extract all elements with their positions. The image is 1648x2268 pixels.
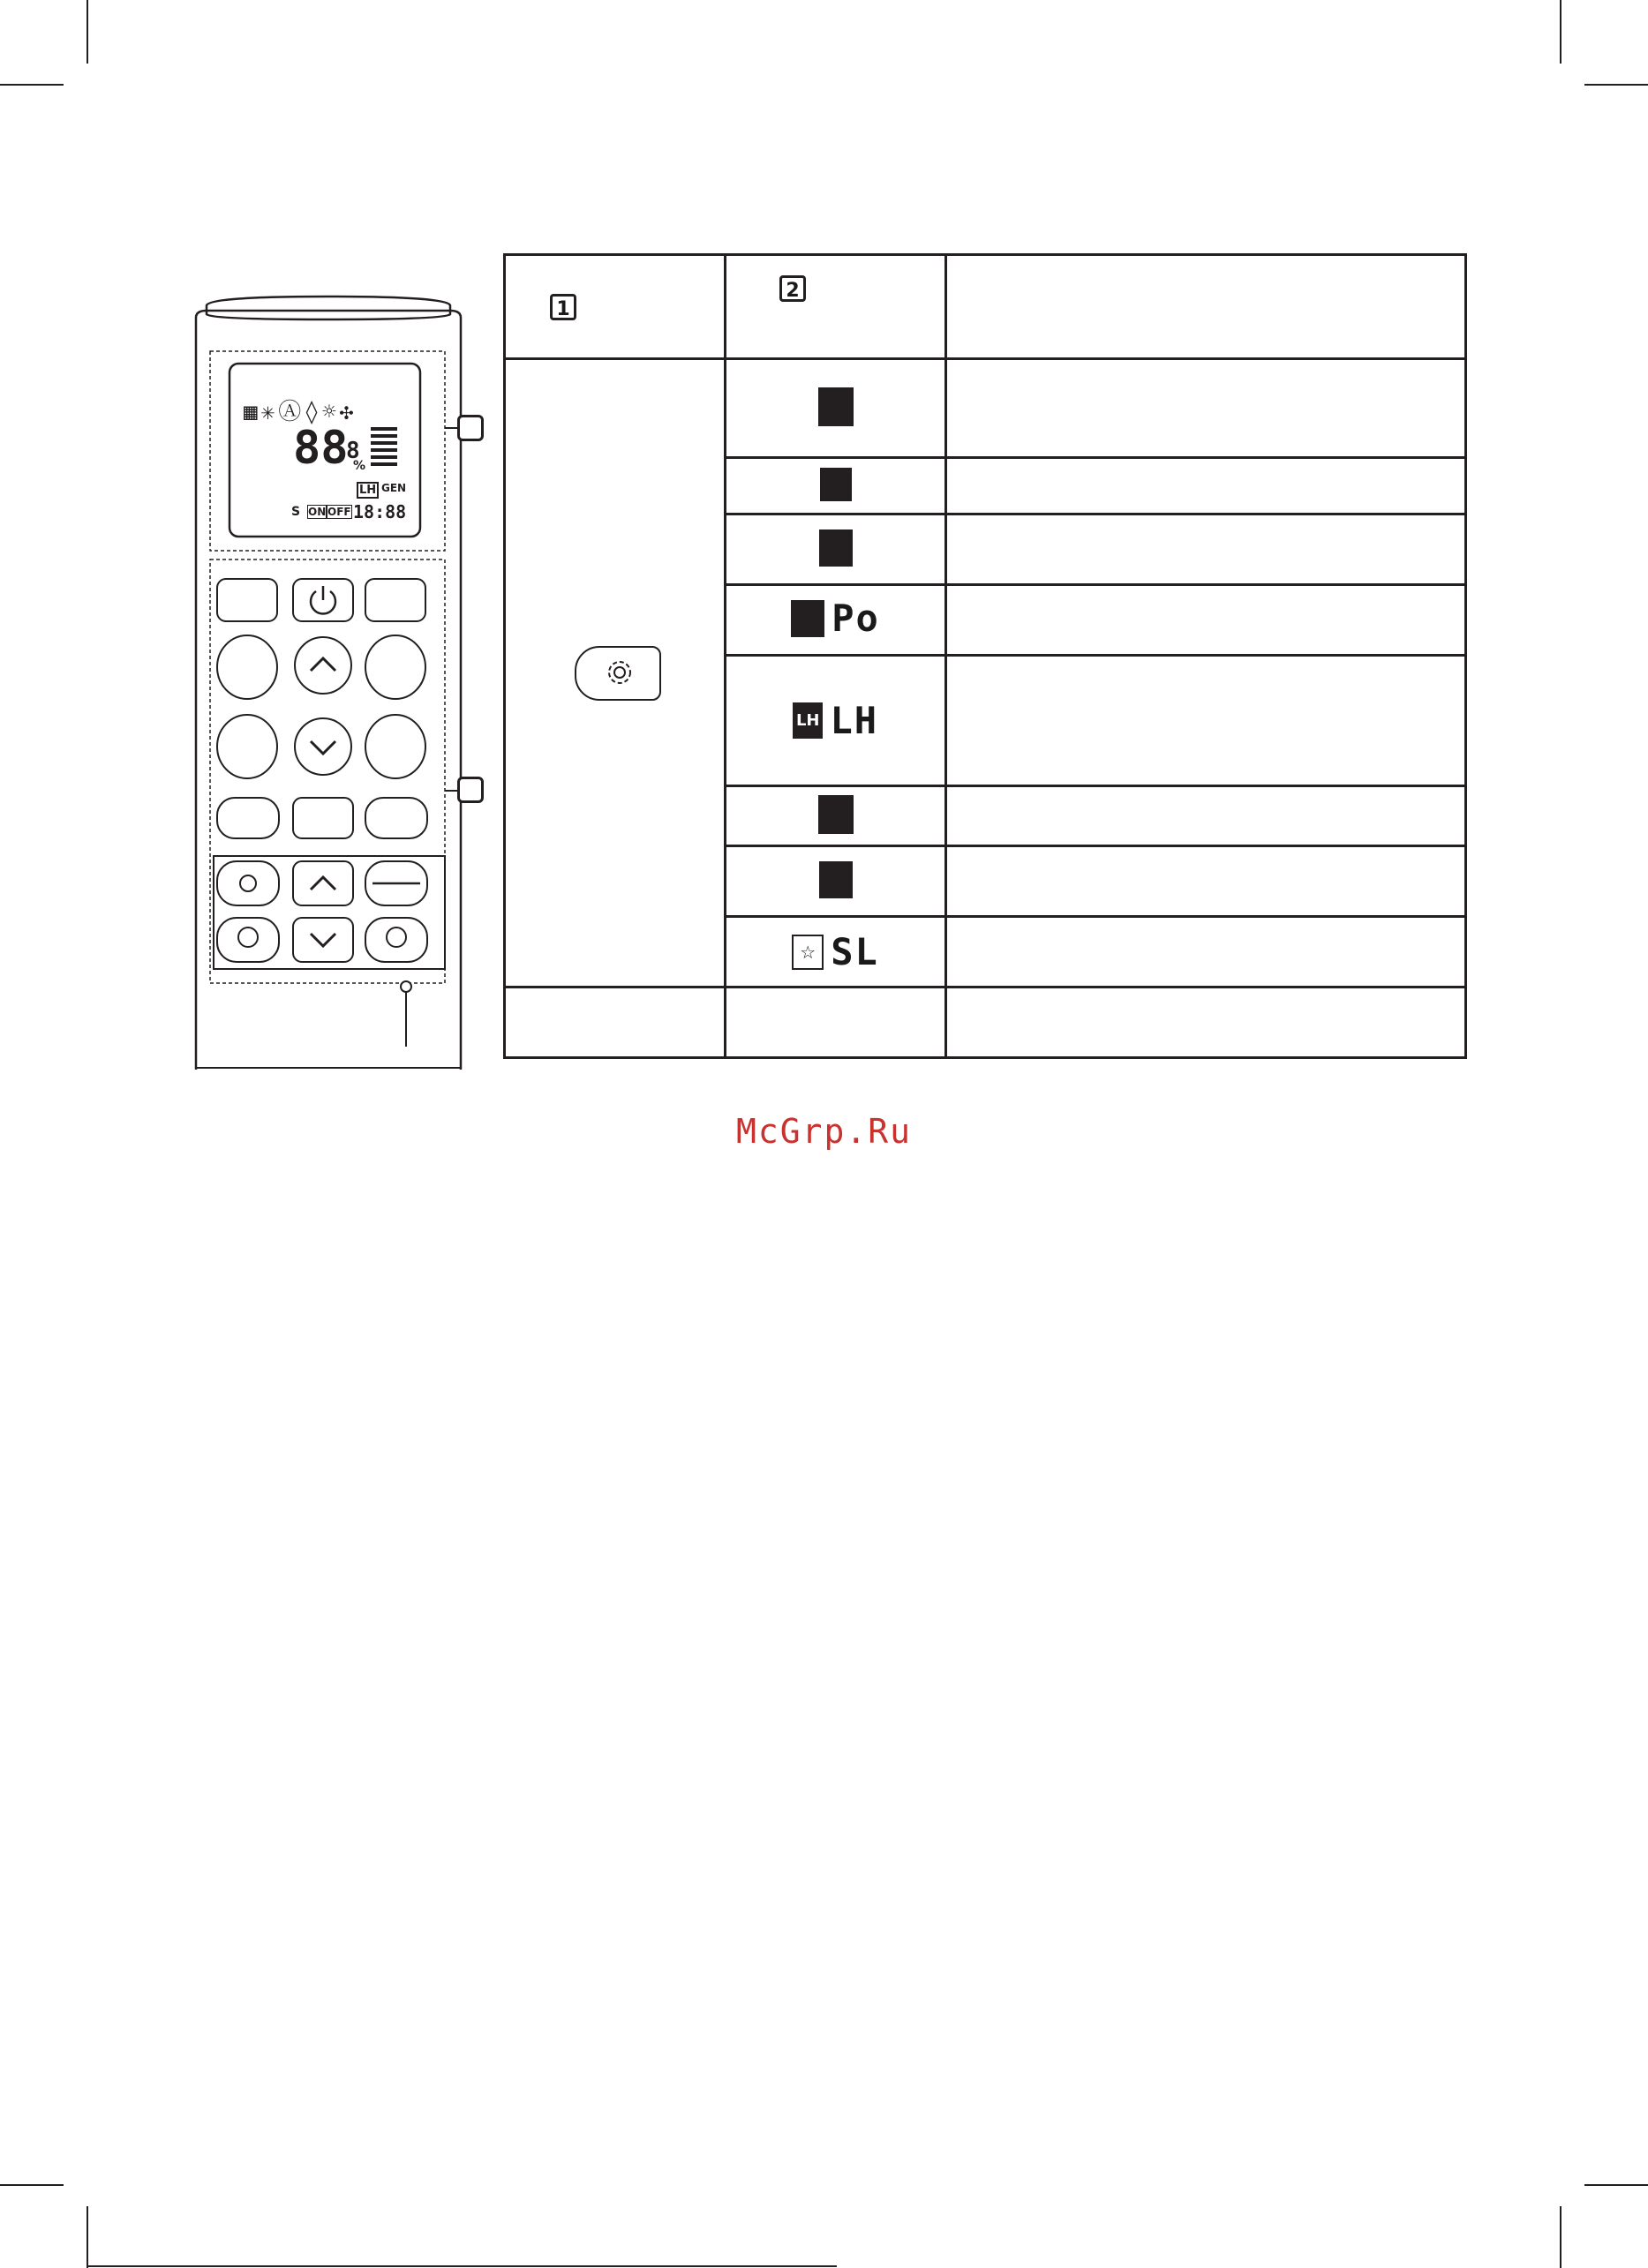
lcd-on: ON	[308, 506, 327, 518]
lcd-small-digit: 8	[346, 438, 360, 464]
lh-icon: LH	[793, 702, 824, 739]
crop-mark	[1584, 84, 1648, 86]
settings-button-cell	[505, 359, 726, 988]
plus-minus-scatter-icon	[819, 529, 853, 567]
settings-button-illustration	[575, 646, 661, 701]
crop-mark	[0, 84, 64, 86]
po-segment-text: Po	[832, 596, 880, 640]
lcd-panel	[240, 388, 413, 529]
function-table	[503, 253, 1467, 1059]
lcd-percent: %	[353, 459, 366, 473]
remote-buttons	[192, 556, 464, 1050]
bottom-rule	[87, 2265, 837, 2267]
crop-mark	[0, 2184, 64, 2186]
lcd-clock: 18:88	[353, 501, 407, 522]
table-row	[505, 988, 1466, 1058]
tree-dots-icon	[818, 387, 854, 426]
box-arrow-icon	[820, 468, 852, 501]
crop-mark	[1584, 2184, 1648, 2186]
crop-mark	[87, 0, 88, 64]
crop-mark	[1560, 0, 1561, 64]
lcd-lh: LH	[357, 482, 379, 499]
table-header-row	[505, 255, 1466, 359]
callout-leader-2	[445, 790, 457, 792]
col1-badge: 1	[550, 294, 576, 320]
table-row	[505, 359, 1466, 458]
leaf-fan-icon	[818, 795, 854, 834]
lcd-top-icons: ▦✳Ⓐ◊☼✣	[244, 399, 357, 425]
col2-badge: 2	[779, 275, 806, 302]
callout-box-1	[457, 415, 484, 441]
callout-box-2	[457, 777, 484, 803]
sparkle-unit-icon	[819, 861, 853, 898]
lcd-off: OFF	[327, 506, 351, 518]
lcd-fan-bars	[371, 427, 397, 469]
lh-segment-text: LH	[830, 698, 879, 742]
drops-icon	[791, 600, 824, 637]
lcd-big-digits: 88	[293, 422, 349, 475]
crop-mark	[87, 2206, 88, 2268]
lcd-gen: GEN	[381, 482, 407, 494]
star-box-icon: ☆	[792, 935, 824, 970]
callout-leader-1	[445, 427, 457, 429]
gear-icon	[604, 657, 636, 688]
lcd-s: S	[291, 505, 301, 519]
watermark: McGrp.Ru	[735, 1112, 913, 1151]
crop-mark	[1560, 2206, 1561, 2268]
sl-segment-text: SL	[831, 929, 879, 973]
